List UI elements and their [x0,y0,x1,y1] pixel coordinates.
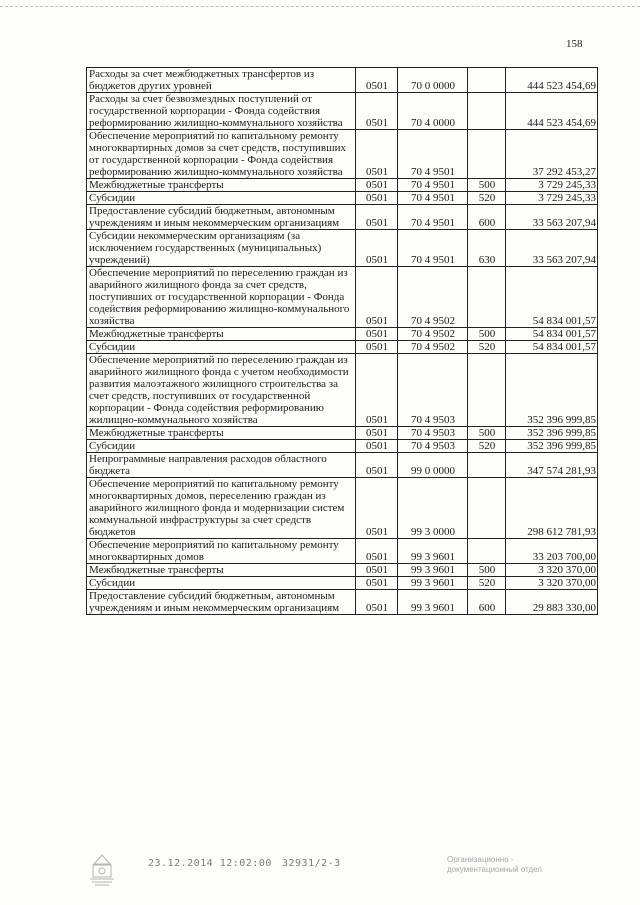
row-amount: 347 574 281,93 [506,453,598,478]
table-row [87,427,598,440]
row-name: Межбюджетные трансферты [87,564,356,577]
table-row [87,93,598,130]
table-row [87,205,598,230]
row-amount: 3 729 245,33 [506,192,598,205]
table-row [87,328,598,341]
row-article: 99 3 9601 [398,539,468,564]
footer-doc-number: 32931/2-3 [282,858,341,869]
row-article: 70 4 9501 [398,230,468,267]
table-row [87,230,598,267]
row-name: Межбюджетные трансферты [87,328,356,341]
row-type: 520 [468,341,506,354]
row-name: Субсидии [87,440,356,453]
row-section: 0501 [356,440,398,453]
row-section: 0501 [356,478,398,539]
table-row [87,577,598,590]
coat-of-arms-icon [84,852,120,888]
table-row [87,179,598,192]
row-amount: 33 563 207,94 [506,230,598,267]
row-type: 500 [468,427,506,440]
row-section: 0501 [356,590,398,615]
row-section: 0501 [356,205,398,230]
row-name: Субсидии [87,577,356,590]
table-row [87,478,598,539]
table-row [87,130,598,179]
row-section: 0501 [356,230,398,267]
row-name: Расходы за счет межбюджетных трансфертов из бюджетов других уровней [87,68,356,93]
row-name: Межбюджетные трансферты [87,427,356,440]
row-type [468,354,506,427]
row-article: 99 3 9601 [398,590,468,615]
row-article: 70 4 9502 [398,267,468,328]
row-name: Обеспечение мероприятий по капитальному ремонту многоквартирных домов за счет средств, поступивших от государственной корпорации - Фонда содействия реформированию жилищно-коммунального хозяйства [87,130,356,179]
row-section: 0501 [356,453,398,478]
row-section: 0501 [356,179,398,192]
row-article: 70 4 9503 [398,354,468,427]
stamp-line-1: Организационно - [447,855,514,864]
row-name: Обеспечение мероприятий по переселению граждан из аварийного жилищного фонда за счет средств, поступивших от государственной корпорации - Фонда содействия реформированию жилищно-коммунального хозяйства [87,267,356,328]
row-amount: 37 292 453,27 [506,130,598,179]
row-section: 0501 [356,539,398,564]
row-article: 99 3 9601 [398,564,468,577]
row-type: 600 [468,590,506,615]
row-type: 600 [468,205,506,230]
row-article: 99 0 0000 [398,453,468,478]
table-row [87,440,598,453]
row-section: 0501 [356,341,398,354]
row-section: 0501 [356,68,398,93]
scan-edge-line [0,6,640,9]
row-type [468,130,506,179]
stamp-line-2: документационный отдел [447,865,542,874]
row-type: 520 [468,577,506,590]
row-section: 0501 [356,354,398,427]
row-type: 520 [468,440,506,453]
table-row [87,590,598,615]
row-article: 70 4 9503 [398,427,468,440]
row-amount: 54 834 001,57 [506,328,598,341]
row-amount: 352 396 999,85 [506,354,598,427]
row-type [468,539,506,564]
row-type [468,93,506,130]
row-article: 70 4 9501 [398,205,468,230]
row-amount: 33 203 700,00 [506,539,598,564]
table-row [87,453,598,478]
row-type [468,453,506,478]
row-name: Предоставление субсидий бюджетным, автономным учреждениям и иным некоммерческим организациям [87,590,356,615]
row-type: 630 [468,230,506,267]
row-amount: 352 396 999,85 [506,440,598,453]
table-row [87,539,598,564]
row-article: 70 4 9501 [398,179,468,192]
row-name: Межбюджетные трансферты [87,179,356,192]
row-amount: 444 523 454,69 [506,68,598,93]
row-article: 70 4 9501 [398,130,468,179]
row-section: 0501 [356,192,398,205]
table-row [87,267,598,328]
row-article: 70 4 0000 [398,93,468,130]
row-article: 99 3 0000 [398,478,468,539]
department-stamp [447,855,542,875]
row-type [468,68,506,93]
row-amount: 3 729 245,33 [506,179,598,192]
row-type [468,478,506,539]
row-type: 500 [468,328,506,341]
row-name: Обеспечение мероприятий по переселению граждан из аварийного жилищного фонда с учетом необходимости развития малоэтажного жилищного строительства за счет средств, поступивших от государственной корпорации - Фонда содействия реформированию жилищно-коммунального хозяйства [87,354,356,427]
row-amount: 352 396 999,85 [506,427,598,440]
row-section: 0501 [356,130,398,179]
table-row [87,564,598,577]
row-amount: 54 834 001,57 [506,267,598,328]
table-row [87,341,598,354]
table-row [87,354,598,427]
row-article: 70 4 9502 [398,328,468,341]
row-amount: 54 834 001,57 [506,341,598,354]
row-name: Обеспечение мероприятий по капитальному ремонту многоквартирных домов, переселению граждан из аварийного жилищного фонда и модернизации систем коммунальной инфраструктуры за счет средств бюджетов [87,478,356,539]
row-section: 0501 [356,564,398,577]
row-type [468,267,506,328]
row-type: 500 [468,564,506,577]
row-article: 70 0 0000 [398,68,468,93]
row-article: 70 4 9501 [398,192,468,205]
table-row [87,68,598,93]
row-amount: 29 883 330,00 [506,590,598,615]
row-section: 0501 [356,267,398,328]
row-name: Субсидии [87,192,356,205]
row-section: 0501 [356,427,398,440]
row-amount: 3 320 370,00 [506,564,598,577]
budget-table [86,67,598,615]
row-article: 70 4 9503 [398,440,468,453]
row-section: 0501 [356,328,398,341]
row-article: 70 4 9502 [398,341,468,354]
row-section: 0501 [356,577,398,590]
row-name: Предоставление субсидий бюджетным, автономным учреждениям и иным некоммерческим организациям [87,205,356,230]
row-name: Субсидии некоммерческим организациям (за исключением государственных (муниципальных) учреждений) [87,230,356,267]
row-amount: 33 563 207,94 [506,205,598,230]
row-amount: 298 612 781,93 [506,478,598,539]
row-name: Субсидии [87,341,356,354]
row-name: Непрограммные направления расходов областного бюджета [87,453,356,478]
budget-table-body [87,68,598,615]
row-type: 500 [468,179,506,192]
row-name: Расходы за счет безвозмездных поступлений от государственной корпорации - Фонда содействия реформированию жилищно-коммунального хозяйства [87,93,356,130]
row-section: 0501 [356,93,398,130]
row-amount: 3 320 370,00 [506,577,598,590]
row-type: 520 [468,192,506,205]
page-number: 158 [566,38,583,50]
footer-date: 23.12.2014 12:02:00 [148,858,272,869]
row-article: 99 3 9601 [398,577,468,590]
row-amount: 444 523 454,69 [506,93,598,130]
row-name: Обеспечение мероприятий по капитальному ремонту многоквартирных домов [87,539,356,564]
table-row [87,192,598,205]
